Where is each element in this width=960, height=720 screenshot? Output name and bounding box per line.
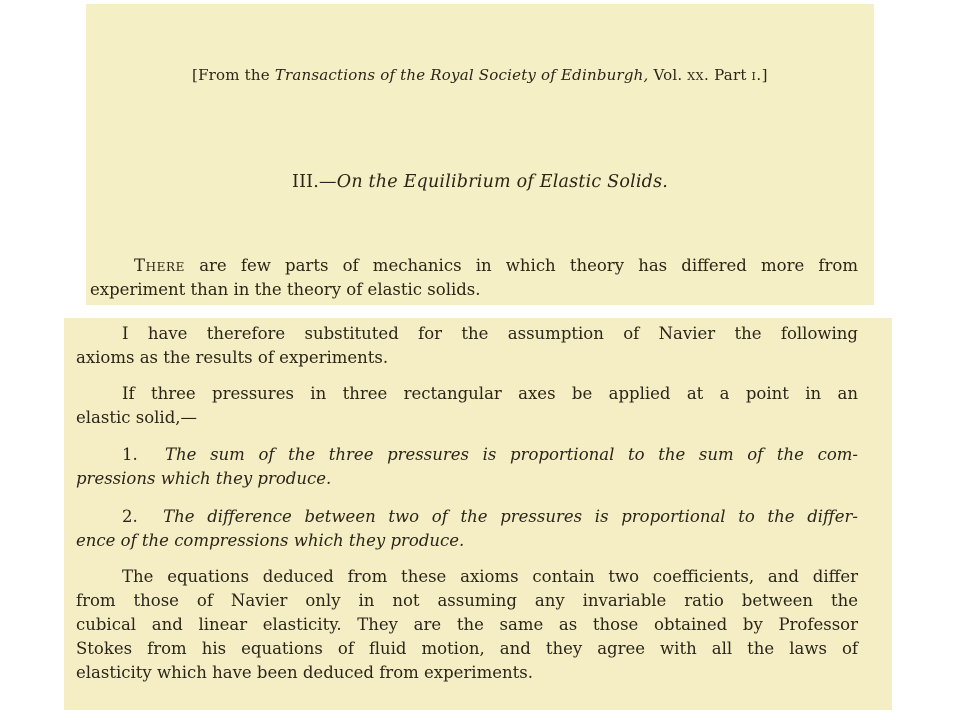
citation-part-label: Part	[709, 66, 752, 84]
paragraph-substitution	[76, 322, 858, 370]
text-line: axioms as the results of experiments.	[76, 348, 389, 367]
text-line: cubical and linear elasticity. They are the same as those obtained by Professor	[76, 615, 858, 634]
intro-first-word: There	[134, 256, 186, 275]
axiom-text: ence of the compressions which they produce.	[76, 531, 465, 550]
intro-paragraph	[90, 254, 858, 302]
citation-prefix: [From the	[192, 66, 275, 84]
citation-part-number: i.]	[751, 66, 768, 84]
citation-vol-label: Vol.	[648, 66, 688, 84]
paragraph-pressures	[76, 382, 858, 430]
text-line	[76, 529, 858, 553]
title-numeral: III.—	[291, 172, 337, 192]
text-line: The equations deduced from these axioms contain two coefficients, and differ	[122, 567, 858, 586]
citation-journal: Transactions of the Royal Society of Edinburgh,	[274, 66, 649, 84]
axiom-text: pressions which they produce.	[76, 469, 332, 488]
text-line: elasticity which have been deduced from experiments.	[76, 663, 533, 682]
intro-line-2: experiment than in the theory of elastic solids.	[90, 280, 481, 299]
text-line: If three pressures in three rectangular axes be applied at a point in an	[122, 384, 858, 403]
title-text: On the Equilibrium of Elastic Solids.	[336, 172, 669, 192]
citation-vol-number: xx.	[687, 66, 710, 84]
text-line: from those of Navier only in not assuming any invariable ratio between the	[76, 591, 858, 610]
top-excerpt-panel	[86, 4, 874, 305]
text-line	[76, 505, 858, 529]
source-citation	[86, 66, 874, 84]
axiom-text: The sum of the three pressures is proportional to the sum of the com-	[165, 445, 858, 464]
bottom-excerpt-panel	[64, 318, 892, 710]
axiom-1	[76, 443, 858, 491]
text-line	[76, 467, 858, 491]
axiom-text: The difference between two of the pressures is proportional to the differ-	[163, 507, 858, 526]
text-line: elastic solid,—	[76, 408, 198, 427]
text-line: I have therefore substituted for the assumption of Navier the following	[122, 324, 858, 343]
text-line	[76, 443, 858, 467]
paper-title	[86, 172, 874, 192]
paragraph-equations	[76, 565, 858, 685]
intro-line-1: are few parts of mechanics in which theory has differed more from	[185, 256, 858, 275]
axiom-2	[76, 505, 858, 553]
intro-line	[90, 254, 858, 278]
axiom-number: 2.	[122, 507, 138, 526]
axiom-number: 1.	[122, 445, 138, 464]
text-line: Stokes from his equations of fluid motion, and they agree with all the laws of	[76, 639, 858, 658]
